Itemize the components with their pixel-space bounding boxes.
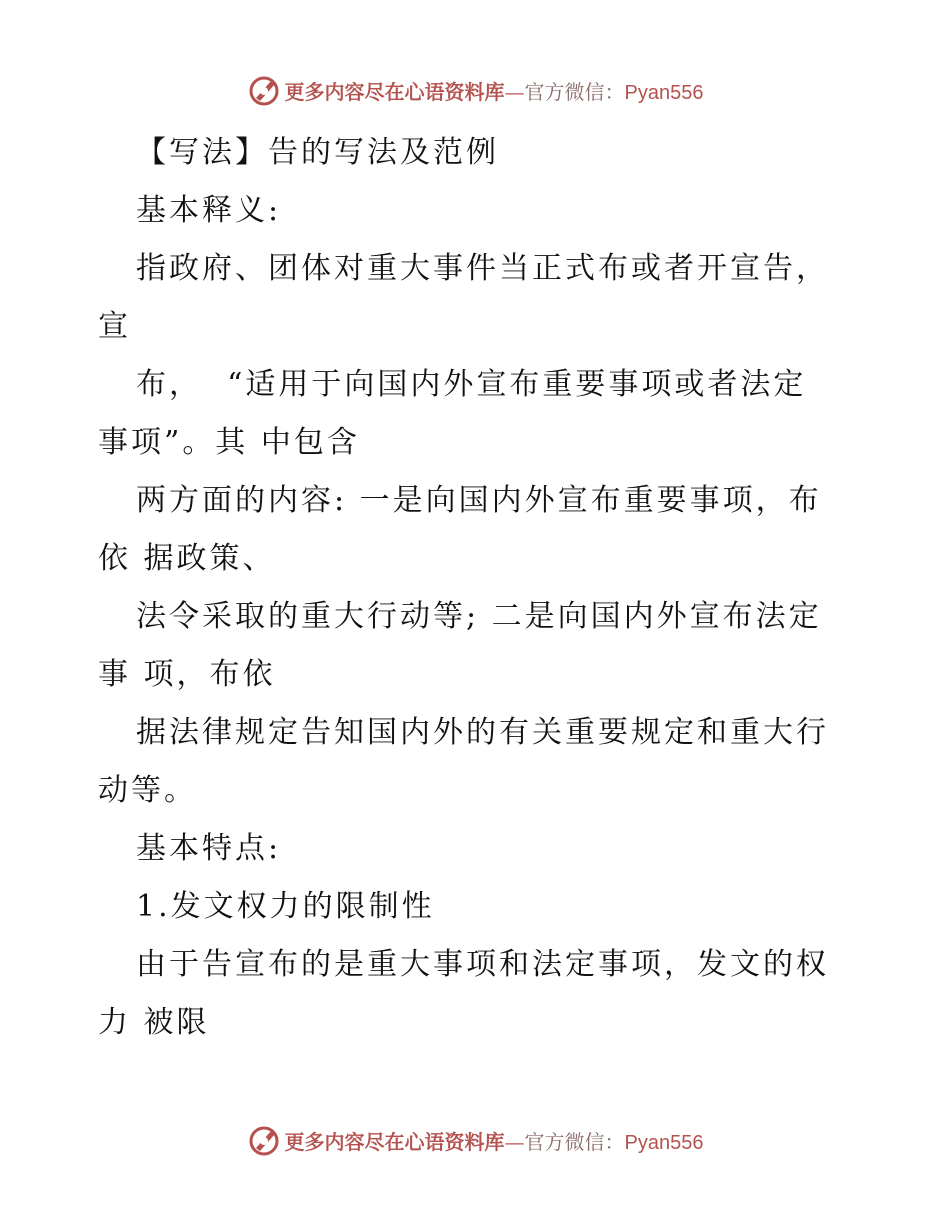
text-line: 事项”。其 中包含: [98, 425, 360, 460]
banner-text: [285, 1126, 704, 1155]
text-line: 力 被限: [98, 1005, 210, 1040]
text-line: 宣: [98, 309, 131, 344]
text-line: 动等。: [98, 773, 197, 808]
text-line: 依 据政策、: [98, 541, 276, 576]
document-body: [98, 124, 858, 1052]
header-banner: [0, 70, 950, 110]
text-line: 由于告宣布的是重大事项和法定事项，发文的权: [136, 947, 829, 982]
text-line: 据法律规定告知国内外的有关重要规定和重大行: [136, 715, 829, 750]
text-line: 布， “适用于向国内外宣布重要事项或者法定: [136, 367, 807, 402]
banner-dash: —: [504, 79, 525, 104]
pen-logo-icon: [247, 1123, 281, 1157]
heading-line: 【写法】告的写法及范例: [136, 135, 499, 170]
banner-wechat-id: Pyan556: [624, 81, 704, 104]
banner-wechat-label: 官方微信：: [524, 79, 625, 104]
banner-lead: 更多内容尽在心语资料库: [284, 79, 505, 104]
banner-dash: —: [504, 1129, 525, 1154]
text-line: 指政府、团体对重大事件当正式布或者开宣告，: [136, 251, 829, 286]
text-line: 基本特点:: [136, 831, 282, 866]
text-line: 事 项，布依: [98, 657, 276, 692]
text-line: 两方面的内容: 一是向国内外宣布重要事项，布: [136, 483, 822, 518]
pen-logo-icon: [247, 73, 281, 107]
footer-banner: [0, 1120, 950, 1160]
text-line: 1.发文权力的限制性: [136, 889, 435, 924]
text-line: 基本释义:: [136, 193, 282, 228]
banner-lead: 更多内容尽在心语资料库: [284, 1129, 505, 1154]
banner-wechat-label: 官方微信：: [524, 1129, 625, 1154]
banner-wechat-id: Pyan556: [624, 1131, 704, 1154]
banner-text: [285, 76, 704, 105]
text-line: 法令采取的重大行动等; 二是向国内外宣布法定: [136, 599, 822, 634]
